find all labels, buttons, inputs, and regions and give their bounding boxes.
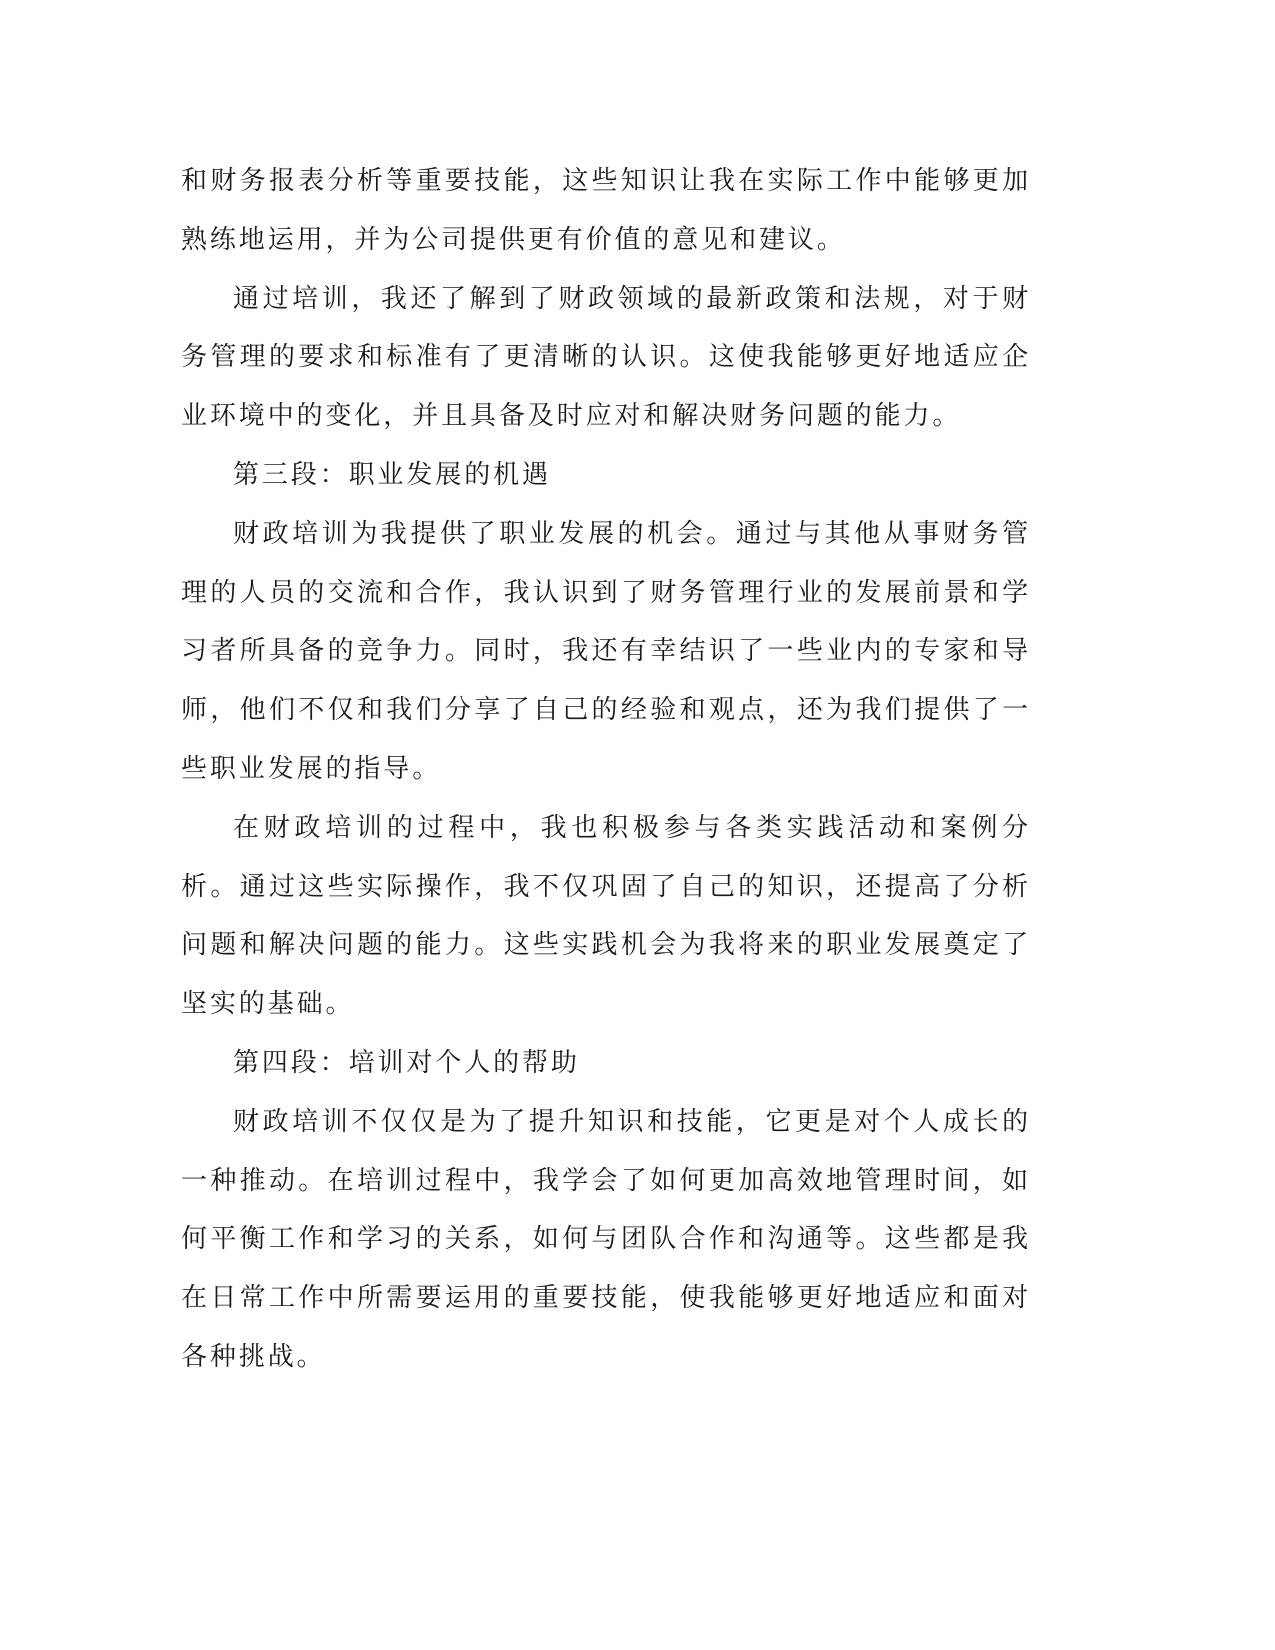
paragraph-continuation: 和财务报表分析等重要技能，这些知识让我在实际工作中能够更加熟练地运用，并为公司提供更有价值的意见和建议。	[181, 166, 1031, 255]
document-body	[181, 152, 1031, 1387]
paragraph-personal-growth: 财政培训不仅仅是为了提升知识和技能，它更是对个人成长的一种推动。在培训过程中，我学会了如何更加高效地管理时间，如何平衡工作和学习的关系，如何与团队合作和沟通等。这些都是我在日常工作中所需要运用的重要技能，使我能够更好地适应和面对各种挑战。	[181, 1106, 1031, 1372]
section-heading-four: 第四段：培训对个人的帮助	[233, 1047, 580, 1078]
paragraph-practice-activities: 在财政培训的过程中，我也积极参与各类实践活动和案例分析。通过这些实际操作，我不仅巩固了自己的知识，还提高了分析问题和解决问题的能力。这些实践机会为我将来的职业发展奠定了坚实的基础。	[181, 812, 1031, 1020]
paragraph-career-opportunities: 财政培训为我提供了职业发展的机会。通过与其他从事财务管理的人员的交流和合作，我认识到了财务管理行业的发展前景和学习者所具备的竞争力。同时，我还有幸结识了一些业内的专家和导师，他们不仅和我们分享了自己的经验和观点，还为我们提供了一些职业发展的指导。	[181, 518, 1031, 784]
paragraph-policy-regulations: 通过培训，我还了解到了财政领域的最新政策和法规，对于财务管理的要求和标准有了更清晰的认识。这使我能够更好地适应企业环境中的变化，并且具备及时应对和解决财务问题的能力。	[181, 283, 1031, 432]
section-heading-three: 第三段：职业发展的机遇	[233, 459, 551, 490]
